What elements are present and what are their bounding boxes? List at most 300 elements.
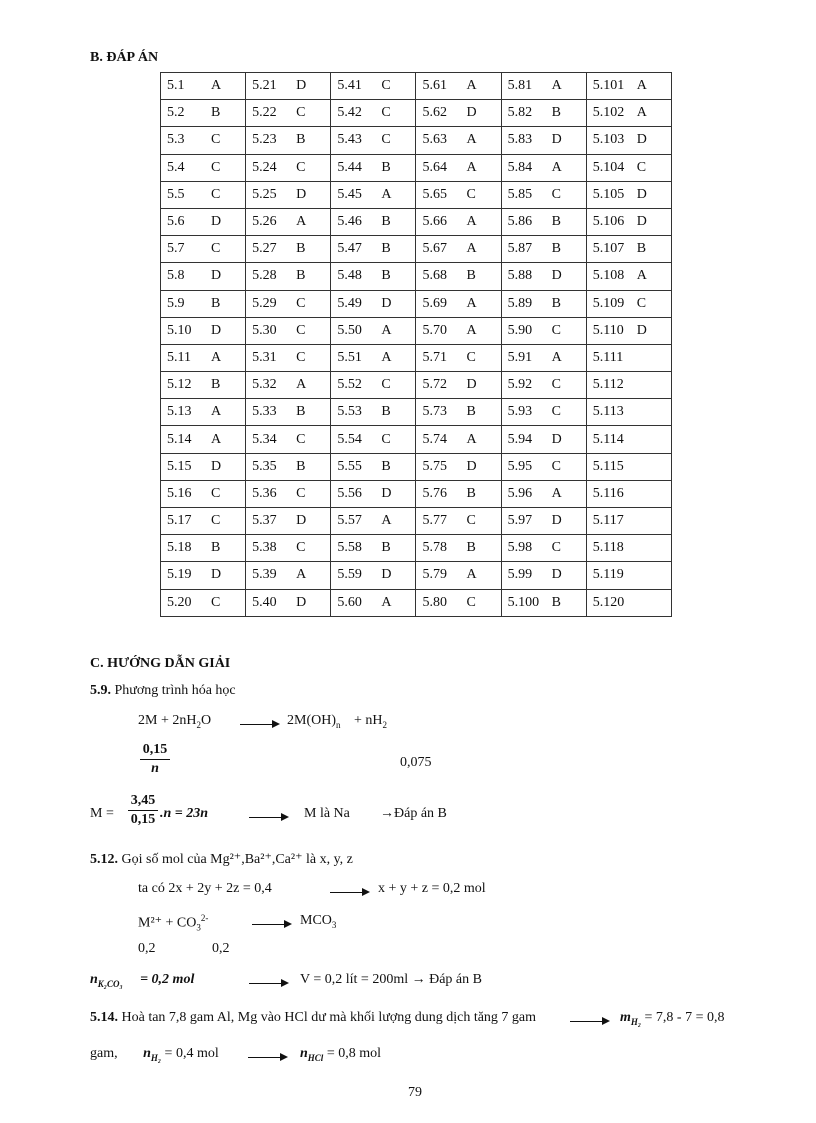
question-number: 5.19 [167,567,192,583]
answer-cell [161,127,246,154]
question-number: 5.6 [167,214,185,230]
answer-letter: B [211,295,221,311]
answer-letter: A [466,295,477,311]
answer-cell [246,154,331,181]
eq-left: M²⁺ + CO [138,915,197,931]
answer-cell [161,426,246,453]
answer-cell [161,290,246,317]
answer-letter: B [636,241,647,257]
answer-letter: B [381,159,391,175]
answer-cell [161,263,246,290]
question-number: 5.47 [337,241,362,257]
answer-cell [501,589,586,616]
answer-cell [416,208,501,235]
answer-cell [161,372,246,399]
answer-cell [331,508,416,535]
answer-cell [331,100,416,127]
question-number: 5.16 [167,485,192,501]
answer-letter: D [636,132,647,148]
n-sub: K₂CO₃ [97,978,123,989]
question-number: 5.120 [592,594,625,610]
answer-letter: C [211,594,221,610]
question-number: 5.65 [422,186,447,202]
answer-letter: D [466,105,477,121]
question-number: 5.25 [252,186,277,202]
n-label: n [90,972,98,987]
answer-cell [501,317,586,344]
table-row [161,535,672,562]
table-row [161,236,672,263]
value-1: 0,2 [138,941,156,956]
question-number: 5.58 [337,540,362,556]
answer-cell [161,73,246,100]
question-number: 5.109 [592,295,625,311]
answer-cell [161,562,246,589]
question-number: 5.68 [422,268,447,284]
answer-letter: A [466,241,477,257]
question-number: 5.44 [337,159,362,175]
answer-cell [161,208,246,235]
answer-letter: D [211,322,222,338]
answer-letter: A [466,322,477,338]
answer-5-9: →Đáp án B [380,806,447,821]
answer-cell [501,100,586,127]
answer-cell [161,154,246,181]
question-number: 5.20 [167,594,192,610]
question-number: 5.86 [507,214,533,230]
question-number: 5.30 [252,322,277,338]
problem-label: 5.14. [90,1010,118,1025]
question-number: 5.7 [167,241,185,257]
question-number: 5.4 [167,159,185,175]
answer-cell [586,73,671,100]
answer-letter: C [381,377,391,393]
answer-letter: A [636,78,647,94]
answer-cell [246,100,331,127]
answer-cell [501,127,586,154]
answer-letter: B [466,540,476,556]
question-number: 5.55 [337,458,362,474]
answer-letter: B [381,241,391,257]
answer-letter: C [466,513,476,529]
answer-cell [501,344,586,371]
answer-letter: D [381,567,392,583]
question-number: 5.56 [337,485,362,501]
answer-letter: C [381,78,391,94]
answer-cell [416,562,501,589]
answer-cell [246,372,331,399]
answer-letter: C [551,186,561,202]
question-number: 5.38 [252,540,277,556]
answer-letter: B [381,268,391,284]
answer-letter: B [466,268,476,284]
equation-5-9-right [287,713,387,730]
table-row [161,399,672,426]
problem-text: Hoà tan 7,8 gam Al, Mg vào HCl dư mà khối lượng dung dịch tăng 7 gam [121,1010,537,1025]
question-number: 5.51 [337,349,362,365]
eq-sub: n [336,719,341,730]
n-label: n [143,1046,151,1061]
question-number: 5.46 [337,214,362,230]
answer-letter: D [381,485,392,501]
answer-cell [586,127,671,154]
answer-letter: A [466,78,477,94]
answer-letter: B [296,458,306,474]
question-number: 5.24 [252,159,277,175]
answer-cell [416,589,501,616]
table-row [161,480,672,507]
question-number: 5.97 [507,513,533,529]
eq-sub: 2 [196,719,201,730]
answer-letter: C [466,594,476,610]
answer-letter: C [551,322,561,338]
question-number: 5.72 [422,377,447,393]
answer-cell [246,399,331,426]
eq-left: 2M + 2nH [138,713,197,728]
answer-letter: C [296,105,306,121]
answer-cell [416,480,501,507]
answer-letter: B [466,485,476,501]
question-number: 5.71 [422,349,447,365]
answer-letter: D [211,268,222,284]
question-number: 5.75 [422,458,447,474]
answer-cell [161,589,246,616]
answer-cell [331,344,416,371]
n-value: = 0,4 mol [164,1046,219,1061]
answer-letter: C [211,159,221,175]
table-row [161,263,672,290]
answer-letter: D [211,458,222,474]
answer-cell [331,236,416,263]
answer-letter: C [551,540,561,556]
question-number: 5.99 [507,567,533,583]
eq-sub: 2 [382,719,388,730]
answer-cell [246,426,331,453]
question-number: 5.103 [592,132,625,148]
answer-cell [246,562,331,589]
question-number: 5.66 [422,214,447,230]
question-number: 5.2 [167,105,185,121]
answer-letter: B [466,404,476,420]
problem-label: 5.9. [90,683,111,698]
answer-letter: A [551,78,562,94]
answer-letter: A [466,214,477,230]
answer-cell [586,317,671,344]
table-row [161,181,672,208]
answer-cell [501,508,586,535]
answer-letter: C [296,295,306,311]
answer-letter: C [211,241,221,257]
answer-cell [331,154,416,181]
problem-title: Phương trình hóa học [114,683,236,698]
question-number: 5.18 [167,540,192,556]
answer-letter: A [211,404,222,420]
answer-cell [161,535,246,562]
answer-letter: D [296,513,307,529]
answer-letter: D [381,295,392,311]
question-number: 5.17 [167,513,192,529]
answer-letter: A [296,567,307,583]
answer-letter: D [636,322,647,338]
answer-cell [586,480,671,507]
answer-letter: C [466,349,476,365]
question-number: 5.76 [422,485,447,501]
fraction-m [128,793,158,828]
answer-cell [161,399,246,426]
answer-cell [586,290,671,317]
answer-letter: C [211,485,221,501]
answer-letter: D [636,186,647,202]
answer-cell [416,399,501,426]
answer-letter: B [211,540,221,556]
question-number: 5.57 [337,513,362,529]
m-label: M = [90,806,114,821]
question-number: 5.79 [422,567,447,583]
question-number: 5.74 [422,431,447,447]
answer-cell [586,589,671,616]
answer-cell [586,344,671,371]
table-row [161,562,672,589]
answer-letter: B [296,132,306,148]
answer-cell [161,181,246,208]
answer-letter: D [551,132,562,148]
question-number: 5.14 [167,431,192,447]
question-number: 5.34 [252,431,277,447]
answer-letter: B [381,214,391,230]
answer-cell [331,372,416,399]
question-number: 5.21 [252,78,277,94]
eq-sub: 3 [331,919,337,930]
answer-letter: D [551,513,562,529]
fraction-mol-m [140,742,170,777]
answer-cell [246,453,331,480]
question-number: 5.80 [422,594,447,610]
question-number: 5.48 [337,268,362,284]
question-number: 5.62 [422,105,447,121]
answer-letter: D [466,377,477,393]
n-sub: HCl [307,1052,324,1063]
answer-cell [246,480,331,507]
answer-cell [501,73,586,100]
table-row [161,453,672,480]
problem-5-14-line1 [90,1010,536,1026]
answer-letter: A [551,349,562,365]
question-number: 5.70 [422,322,447,338]
question-number: 5.8 [167,268,185,284]
answer-cell [416,127,501,154]
eq-sub: 3 [196,922,201,933]
answer-cell [161,480,246,507]
question-number: 5.43 [337,132,362,148]
frac-den: n [151,761,159,776]
answer-cell [586,208,671,235]
answer-cell [586,100,671,127]
answer-letter: B [296,404,306,420]
answer-cell [586,535,671,562]
answer-letter: B [381,458,391,474]
answer-letter: A [636,268,647,284]
answer-cell [586,181,671,208]
answer-cell [416,236,501,263]
question-number: 5.13 [167,404,192,420]
question-number: 5.114 [592,431,624,447]
table-row [161,317,672,344]
question-number: 5.49 [337,295,362,311]
answer-letter: C [211,513,221,529]
m-label: m [620,1010,631,1025]
answer-cell [416,535,501,562]
equation-5-9 [138,713,211,730]
result-arrow [570,1021,608,1022]
answer-cell [246,508,331,535]
question-number: 5.83 [507,132,533,148]
answer-letter: A [466,431,477,447]
table-row [161,344,672,371]
answer-cell [501,372,586,399]
answer-letter: C [466,186,476,202]
question-number: 5.22 [252,105,277,121]
answer-cell [501,453,586,480]
question-number: 5.78 [422,540,447,556]
answer-letter: B [551,105,561,121]
equation-5-12-product [300,913,336,930]
answer-letter: B [551,594,561,610]
question-number: 5.77 [422,513,447,529]
question-number: 5.107 [592,241,625,257]
answer-letter: A [381,594,392,610]
table-row [161,100,672,127]
answer-letter: C [296,485,306,501]
question-number: 5.108 [592,268,625,284]
question-number: 5.119 [592,567,624,583]
n-hcl [300,1046,381,1063]
table-row [161,589,672,616]
m-expression: .n = 23n [160,806,209,821]
question-number: 5.10 [167,322,192,338]
problem-label: 5.12. [90,852,118,867]
result-arrow [249,983,287,984]
answer-cell [246,236,331,263]
question-number: 5.26 [252,214,277,230]
answer-cell [416,181,501,208]
question-number: 5.87 [507,241,533,257]
result-arrow [248,1057,286,1058]
question-number: 5.67 [422,241,447,257]
question-number: 5.98 [507,540,533,556]
answer-cell [331,480,416,507]
answer-letter: C [211,186,221,202]
n-k2co3 [90,972,194,989]
table-row [161,208,672,235]
answer-letter: C [296,322,306,338]
answer-cell [586,236,671,263]
answer-cell [331,317,416,344]
answer-cell [586,263,671,290]
question-number: 5.23 [252,132,277,148]
answer-letter: A [211,349,222,365]
answer-letter: A [381,322,392,338]
answer-cell [586,399,671,426]
answer-letter: D [466,458,477,474]
n-label: n [300,1046,308,1061]
answer-cell [331,399,416,426]
answer-cell [331,127,416,154]
answer-letter: D [211,567,222,583]
answer-cell [246,290,331,317]
page-number: 79 [408,1085,422,1100]
answer-letter: B [381,404,391,420]
answer-cell [501,236,586,263]
answer-letter: A [636,105,647,121]
answer-cell [501,208,586,235]
question-number: 5.52 [337,377,362,393]
answer-letter: C [551,458,561,474]
question-number: 5.63 [422,132,447,148]
answer-letter: B [211,377,221,393]
question-number: 5.59 [337,567,362,583]
answer-letter: A [381,513,392,529]
equation-5-12-ion [138,913,208,932]
table-row [161,127,672,154]
eq-right: 2M(OH) [287,713,336,728]
question-number: 5.36 [252,485,277,501]
answer-letter: C [296,349,306,365]
answer-cell [416,73,501,100]
answer-letter: D [296,186,307,202]
question-number: 5.53 [337,404,362,420]
answer-letter: D [296,78,307,94]
eq-plus: + nH [354,713,383,728]
answer-letter: D [551,567,562,583]
question-number: 5.115 [592,458,624,474]
answer-letter: D [211,214,222,230]
answer-table [160,72,672,617]
question-number: 5.110 [592,322,624,338]
question-number: 5.88 [507,268,533,284]
frac-den: 0,15 [130,812,156,827]
question-number: 5.27 [252,241,277,257]
reaction-arrow [252,924,290,925]
question-number: 5.96 [507,485,533,501]
question-number: 5.118 [592,540,624,556]
question-number: 5.15 [167,458,192,474]
answer-cell [331,73,416,100]
question-number: 5.37 [252,513,277,529]
answer-letter: C [381,132,391,148]
table-row [161,290,672,317]
n-value: = 0,8 mol [326,1046,381,1061]
answer-cell [246,181,331,208]
answer-letter: C [551,377,561,393]
question-number: 5.104 [592,159,625,175]
frac-num: 0,15 [142,742,168,757]
problem-5-12-header [90,851,353,868]
question-number: 5.82 [507,105,533,121]
answer-letter: A [381,349,392,365]
answer-cell [331,535,416,562]
answer-letter: C [381,431,391,447]
section-c-title: C. HƯỚNG DẪN GIẢI [90,656,231,671]
eq-sup: 2- [200,913,209,923]
question-number: 5.5 [167,186,185,202]
eq-left-end: O [200,713,212,728]
question-number: 5.112 [592,377,624,393]
question-number: 5.105 [592,186,625,202]
answer-letter: D [636,214,647,230]
question-number: 5.64 [422,159,447,175]
section-b-title: B. ĐÁP ÁN [90,50,159,65]
answer-cell [246,535,331,562]
